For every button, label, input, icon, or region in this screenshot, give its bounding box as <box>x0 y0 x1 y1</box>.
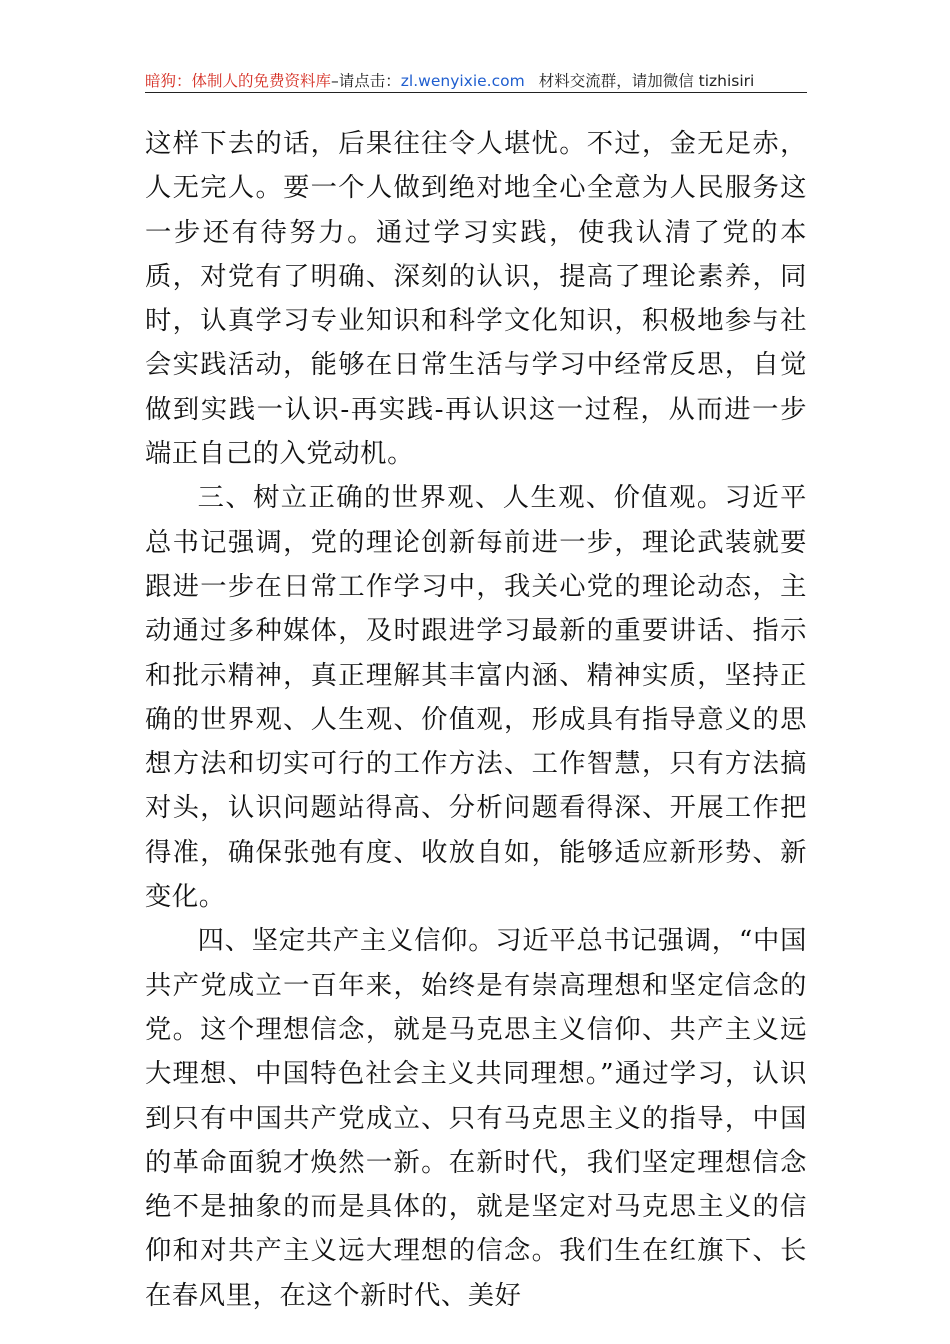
document-body <box>145 122 807 1318</box>
page-header <box>145 70 807 93</box>
paragraph-continuation: 这样下去的话，后果往往令人堪忧。不过，金无足赤，人无完人。要一个人做到绝对地全心全意为人民服务这一步还有待努力。通过学习实践，使我认清了党的本质，对党有了明确、深刻的认识，提高了理论素养，同时，认真学习专业知识和科学文化知识，积极地参与社会实践活动，能够在日常生活与学习中经常反思，自觉做到实践一认识-再实践-再认识这一过程，从而进一步端正自己的入党动机。 <box>145 129 807 470</box>
paragraph-section-three: 三、树立正确的世界观、人生观、价值观。习近平总书记强调，党的理论创新每前进一步，理论武装就要跟进一步在日常工作学习中，我关心党的理论动态，主动通过多种媒体，及时跟进学习最新的重要讲话、指示和批示精神，真正理解其丰富内涵、精神实质，坚持正确的世界观、人生观、价值观，形成具有指导意义的思想方法和切实可行的工作方法、工作智慧，只有方法搞对头，认识问题站得高、分析问题看得深、开展工作把得准，确保张弛有度、收放自如，能够适应新形势、新变化。 <box>145 483 807 913</box>
header-brand: 暗狗：体制人的免费资料库 <box>145 72 332 90</box>
header-link-label: –请点击： <box>331 72 401 90</box>
header-link[interactable]: zl.wenyixie.com <box>400 72 525 90</box>
header-contact: 材料交流群，请加微信 tizhisiri <box>538 72 755 90</box>
paragraph-section-four: 四、坚定共产主义信仰。习近平总书记强调，“中国共产党成立一百年来，始终是有崇高理想和坚定信念的党。这个理想信念，就是马克思主义信仰、共产主义远大理想、中国特色社会主义共同理想。”通过学习，认识到只有中国共产党成立、只有马克思主义的指导，中国的革命面貌才焕然一新。在新时代，我们坚定理想信念绝不是抽象的而是具体的，就是坚定对马克思主义的信仰和对共产主义远大理想的信念。我们生在红旗下、长在春风里，在这个新时代、美好 <box>145 926 807 1311</box>
